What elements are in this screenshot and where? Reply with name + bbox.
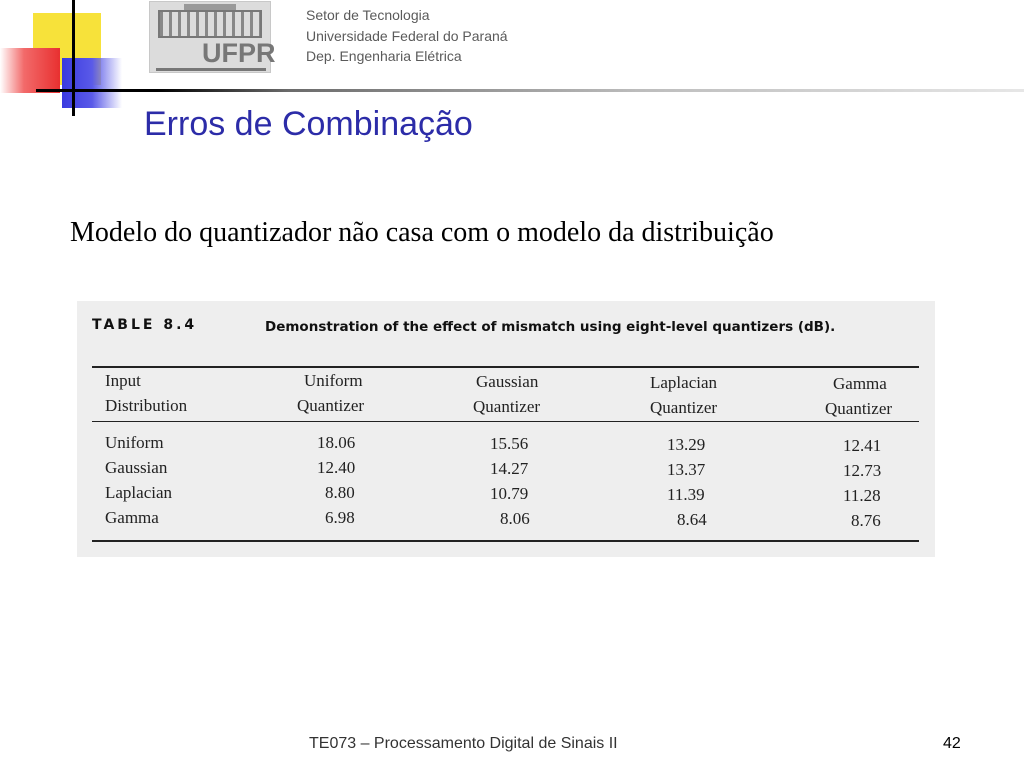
- slide-subtitle: Modelo do quantizador não casa com o modelo da distribuição: [70, 217, 774, 248]
- table-caption-text: Demonstration of the effect of mismatch using eight-level quantizers (dB).: [265, 319, 836, 335]
- footer-course: TE073 – Processamento Digital de Sinais II: [309, 735, 618, 752]
- table-cell: Laplacian: [105, 483, 173, 502]
- header-cell: Distribution: [105, 396, 188, 415]
- header-cell: Quantizer: [473, 397, 541, 416]
- header-cell: Gaussian: [476, 372, 539, 391]
- header-department: Dep. Engenharia Elétrica: [306, 48, 462, 64]
- table-bottom-rule: [92, 540, 919, 542]
- table-cell: 13.37: [667, 460, 706, 479]
- mismatch-table-image: [77, 301, 935, 557]
- slide-title: Erros de Combinação: [144, 105, 473, 143]
- header-sector: Setor de Tecnologia: [306, 7, 430, 23]
- table-cell: 11.39: [667, 485, 705, 504]
- header-cell: Quantizer: [825, 399, 893, 418]
- header-cell: Gamma: [833, 374, 887, 393]
- decorative-vertical-line: [72, 0, 75, 116]
- page-number: 42: [943, 735, 961, 752]
- table-cell: 6.98: [325, 508, 355, 527]
- table-cell: 12.41: [843, 436, 882, 455]
- table-header-rule: [92, 421, 919, 422]
- header-cell: Quantizer: [650, 398, 718, 417]
- table-cell: 8.64: [677, 510, 707, 529]
- table-cell: 8.76: [851, 511, 881, 530]
- table-cell: Uniform: [105, 433, 164, 452]
- header-cell: Laplacian: [650, 373, 718, 392]
- decorative-horizontal-line: [36, 89, 1024, 92]
- table-cell: 11.28: [843, 486, 881, 505]
- ufpr-logo: [149, 1, 276, 73]
- header-cell: Input: [105, 371, 141, 390]
- table-cell: 13.29: [667, 435, 706, 454]
- table-cell: Gaussian: [105, 458, 168, 477]
- logo-text: UFPR: [202, 38, 276, 68]
- logo-underline: [156, 68, 266, 71]
- table-caption-label: TABLE 8.4: [92, 317, 198, 333]
- table-cell: 8.06: [500, 509, 530, 528]
- table-cell: 14.27: [490, 459, 529, 478]
- header-cell: Uniform: [304, 371, 363, 390]
- header-cell: Quantizer: [297, 396, 365, 415]
- header-university: Universidade Federal do Paraná: [306, 28, 508, 44]
- logo-building-icon: [158, 10, 262, 38]
- table-cell: 12.73: [843, 461, 882, 480]
- table-cell: 8.80: [325, 483, 355, 502]
- table-cell: 18.06: [317, 433, 356, 452]
- decorative-blue-square: [62, 58, 122, 108]
- table-cell: 15.56: [490, 434, 529, 453]
- table-top-rule: [92, 366, 919, 368]
- table-cell: Gamma: [105, 508, 159, 527]
- decorative-red-square: [0, 48, 60, 93]
- table-cell: 12.40: [317, 458, 356, 477]
- table-cell: 10.79: [490, 484, 529, 503]
